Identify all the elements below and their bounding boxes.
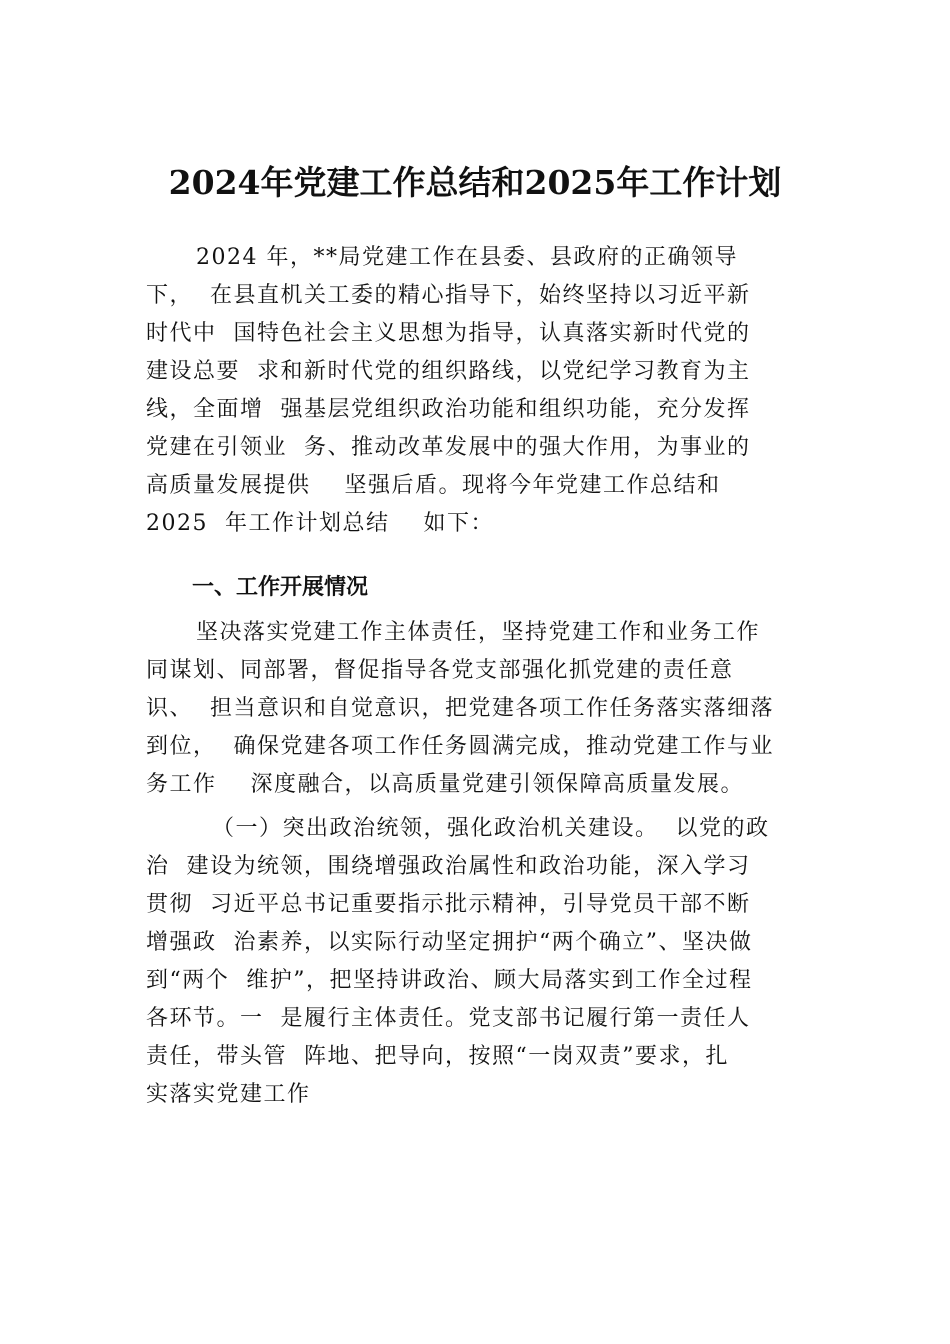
paragraph-line: 增强政 治素养，以实际行动坚定拥护“两个确立”、坚决做	[146, 930, 753, 955]
document-title: 2024年党建工作总结和2025年工作计划	[168, 163, 782, 202]
paragraph-line: 坚决落实党建工作主体责任，坚持党建工作和业务工作	[196, 620, 761, 645]
paragraph-line: 高质量发展提供 坚强后盾。现将今年党建工作总结和	[146, 473, 721, 498]
paragraph-line: 线，全面增 强基层党组织政治功能和组织功能，充分发挥	[146, 397, 751, 422]
section-heading: 一、工作开展情况	[192, 575, 369, 600]
paragraph-line: 到位， 确保党建各项工作任务圆满完成，推动党建工作与业	[146, 734, 774, 759]
paragraph-line: 实落实党建工作	[146, 1082, 311, 1107]
paragraph-line: 到“两个 维护”，把坚持讲政治、顾大局落实到工作全过程	[146, 968, 753, 993]
paragraph-line: 时代中 国特色社会主义思想为指导，认真落实新时代党的	[146, 321, 751, 346]
intro-paragraph	[146, 239, 812, 543]
paragraph-line: 务工作 深度融合，以高质量党建引领保障高质量发展。	[146, 772, 744, 797]
paragraph-line: 贯彻 习近平总书记重要指示批示精神，引导党员干部不断	[146, 892, 751, 917]
paragraph-line: 同谋划、同部署，督促指导各党支部强化抓党建的责任意	[146, 658, 734, 683]
paragraph-line: 下， 在县直机关工委的精心指导下，始终坚持以习近平新	[146, 283, 751, 308]
paragraph-line: 2025 年工作计划总结 如下：	[146, 511, 494, 536]
section-paragraph	[146, 614, 812, 804]
paragraph-line: 责任，带头管 阵地、把导向，按照“一岗双责”要求，扎	[146, 1044, 729, 1069]
paragraph-line: 识、 担当意识和自觉意识，把党建各项工作任务落实落细落	[146, 696, 774, 721]
paragraph-line: 各环节。一 是履行主体责任。党支部书记履行第一责任人	[146, 1006, 751, 1031]
paragraph-line: （一）突出政治统领，强化政治机关建设。 以党的政	[212, 816, 770, 841]
paragraph-line: 治 建设为统领，围绕增强政治属性和政治功能，深入学习	[146, 854, 751, 879]
subsection-paragraph	[146, 810, 812, 1114]
paragraph-line: 党建在引领业 务、推动改革发展中的强大作用，为事业的	[146, 435, 751, 460]
paragraph-line: 2024 年，**局党建工作在县委、县政府的正确领导	[196, 245, 738, 270]
paragraph-line: 建设总要 求和新时代党的组织路线，以党纪学习教育为主	[146, 359, 751, 384]
